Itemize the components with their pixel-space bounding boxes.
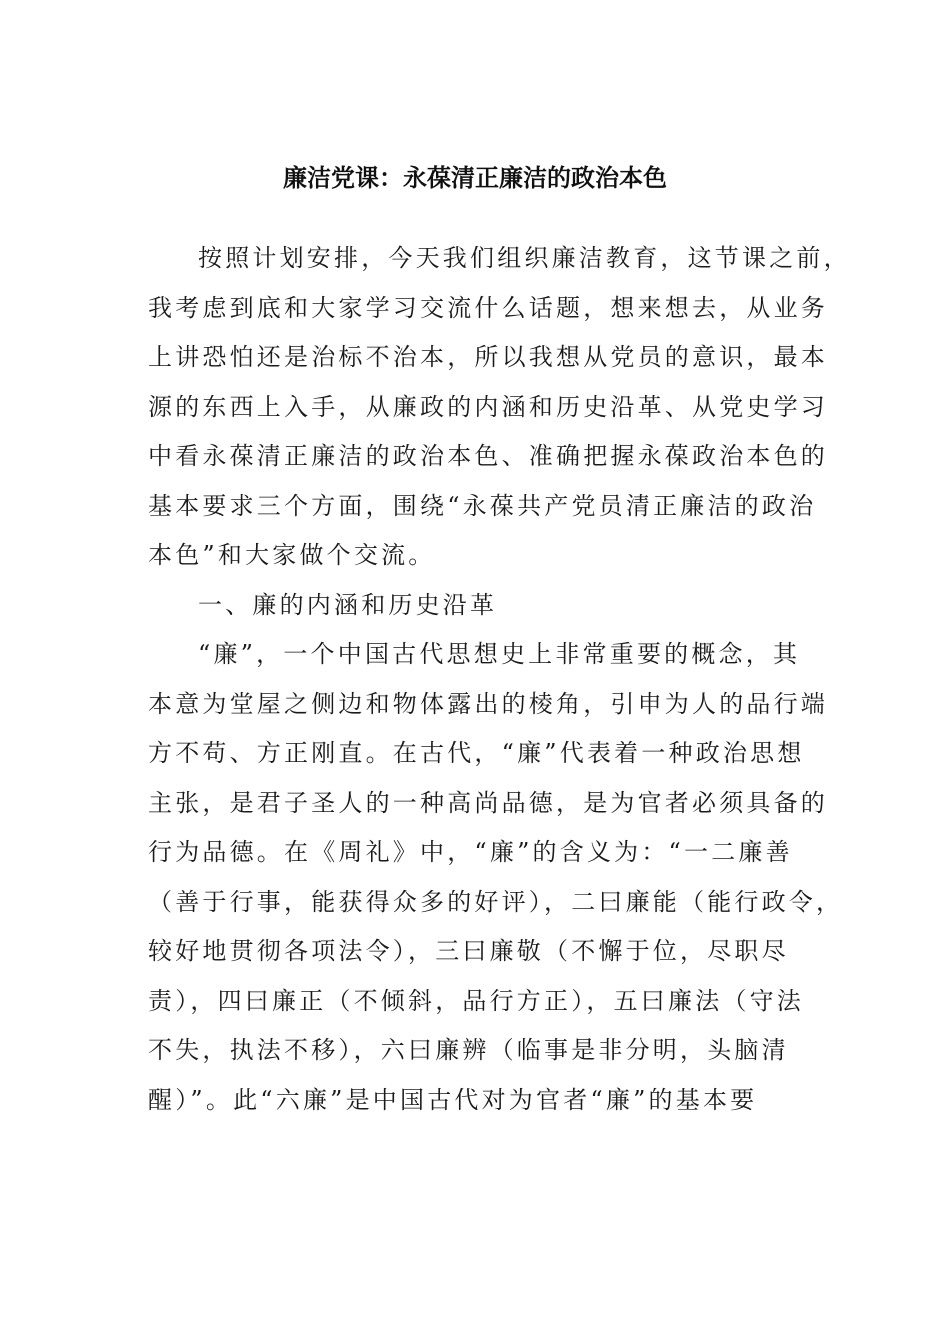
paragraph-line: 方不苟、方正刚直。在古代，“廉”代表着一种政治思想 — [148, 739, 805, 767]
document-title: 廉洁党课：永葆清正廉洁的政治本色 — [283, 163, 667, 192]
paragraph-line: 责），四曰廉正（不倾斜，品行方正），五曰廉法（守法 — [148, 986, 804, 1015]
paragraph-line: 按照计划安排，今天我们组织廉洁教育，这节课之前， — [198, 244, 851, 272]
paragraph-line: 行为品德。在《周礼》中，“廉”的含义为：“一二廉善 — [148, 838, 793, 866]
paragraph-line: （善于行事，能获得众多的好评），二曰廉能（能行政令， — [148, 887, 844, 916]
paragraph-line: 我考虑到底和大家学习交流什么话题，想来想去，从业务 — [148, 293, 828, 322]
paragraph-line: 本色”和大家做个交流。 — [148, 541, 436, 569]
paragraph-line: 上讲恐怕还是治标不治本，所以我想从党员的意识，最本 — [148, 343, 828, 371]
paragraph-line: 主张，是君子圣人的一种高尚品德，是为官者必须具备的 — [148, 788, 828, 817]
document-body — [148, 234, 851, 1125]
paragraph-line: 较好地贯彻各项法令），三曰廉敬（不懈于位，尽职尽 — [148, 937, 789, 965]
paragraph-line: 醒）”。此“六廉”是中国古代对为官者“廉”的基本要 — [148, 1085, 758, 1114]
paragraph-line: 本意为堂屋之侧边和物体露出的棱角，引申为人的品行端 — [148, 689, 828, 718]
paragraph-line: 基本要求三个方面，围绕“永葆共产党员清正廉洁的政治 — [148, 491, 817, 520]
section-heading: 一、廉的内涵和历史沿革 — [198, 590, 498, 619]
paragraph-line: 源的东西上入手，从廉政的内涵和历史沿革、从党史学习 — [148, 392, 828, 421]
paragraph-line: “廉”，一个中国古代思想史上非常重要的概念，其 — [198, 640, 801, 668]
paragraph-line: 中看永葆清正廉洁的政治本色、准确把握永葆政治本色的 — [148, 442, 828, 470]
paragraph-line: 不失，执法不移），六曰廉辨（临事是非分明，头脑清 — [148, 1036, 789, 1064]
